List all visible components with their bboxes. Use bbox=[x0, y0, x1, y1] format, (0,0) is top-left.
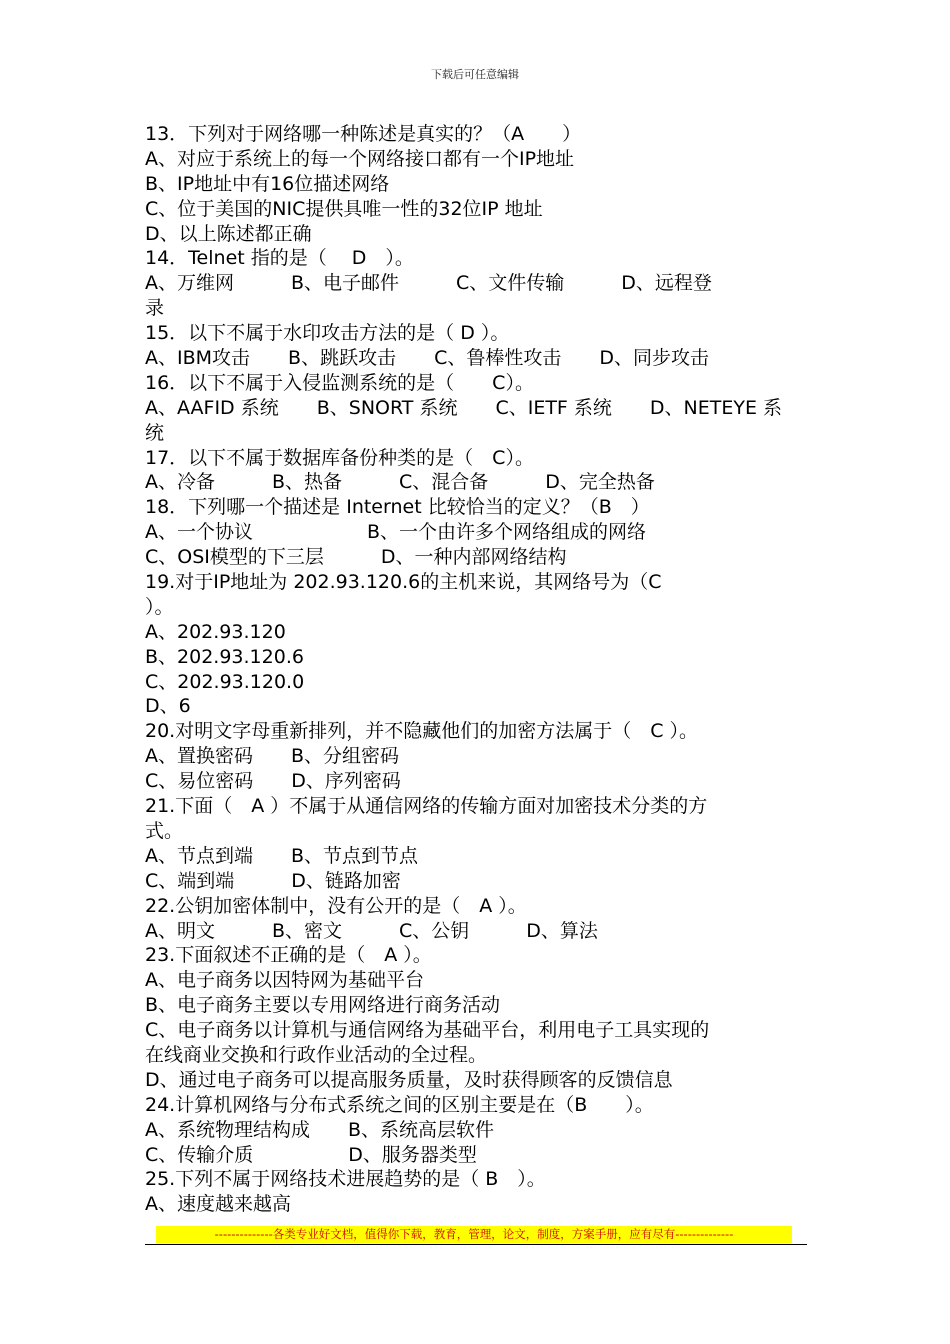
text-line: C、端到端 D、链路加密 bbox=[145, 869, 401, 892]
text-line: 在线商业交换和行政作业活动的全过程。 bbox=[145, 1043, 488, 1066]
text-line: D、6 bbox=[145, 695, 191, 718]
text-line: B、电子商务主要以专用网络进行商务活动 bbox=[145, 994, 501, 1017]
text-line: 14．Telnet 指的是（ D ）。 bbox=[145, 247, 414, 270]
text-line: B、202.93.120.6 bbox=[145, 645, 304, 668]
text-line: 23.下面叙述不正确的是（ A ）。 bbox=[145, 944, 432, 967]
text-line: 录 bbox=[145, 297, 165, 320]
text-line: A、冷备 B、热备 C、混合备 D、完全热备 bbox=[145, 471, 655, 494]
footer-banner: --------------各类专业好文档，值得你下载，教育，管理，论文，制度，方案手册，应有尽有-------------- bbox=[156, 1226, 792, 1243]
text-line: A、节点到端 B、节点到节点 bbox=[145, 844, 419, 867]
text-line: 22.公钥加密体制中，没有公开的是（ A ）。 bbox=[145, 894, 527, 917]
text-line: A、202.93.120 bbox=[145, 620, 286, 643]
text-line: 25.下列不属于网络技术进展趋势的是（ B ）。 bbox=[145, 1168, 546, 1191]
text-line: C、易位密码 D、序列密码 bbox=[145, 770, 401, 793]
text-line: C、位于美国的NIC提供具唯一性的32位IP 地址 bbox=[145, 197, 543, 220]
text-line: B、IP地址中有16位描述网络 bbox=[145, 172, 390, 195]
text-line: A、一个协议 B、一个由许多个网络组成的网络 bbox=[145, 521, 647, 544]
text-line: 21.下面（ A ）不属于从通信网络的传输方面对加密技术分类的方 bbox=[145, 795, 708, 818]
text-line: 17．以下不属于数据库备份种类的是（ C）。 bbox=[145, 446, 534, 469]
text-line: A、AAFID 系统 B、SNORT 系统 C、IETF 系统 D、NETEYE 系 bbox=[145, 396, 783, 419]
footer-rule bbox=[145, 1244, 807, 1245]
text-line: A、置换密码 B、分组密码 bbox=[145, 745, 400, 768]
text-line: C、202.93.120.0 bbox=[145, 670, 305, 693]
text-line: C、OSI模型的下三层 D、一种内部网络结构 bbox=[145, 546, 567, 569]
text-line: C、电子商务以计算机与通信网络为基础平台，利用电子工具实现的 bbox=[145, 1019, 710, 1042]
text-line: 13．下列对于网络哪一种陈述是真实的？（A ） bbox=[145, 123, 582, 145]
text-line: 20.对明文字母重新排列，并不隐藏他们的加密方法属于（ C ）。 bbox=[145, 720, 699, 743]
text-line: ）。 bbox=[145, 595, 174, 618]
text-line: 19.对于IP地址为 202.93.120.6的主机来说，其网络号为（C bbox=[145, 571, 662, 594]
text-line: A、万维网 B、电子邮件 C、文件传输 D、远程登 bbox=[145, 272, 712, 295]
text-line: 16．以下不属于入侵监测系统的是（ C）。 bbox=[145, 371, 534, 394]
text-line: 统 bbox=[145, 421, 165, 444]
text-line: D、以上陈述都正确 bbox=[145, 222, 312, 245]
text-line: A、对应于系统上的每一个网络接口都有一个IP地址 bbox=[145, 147, 575, 170]
text-line: D、通过电子商务可以提高服务质量，及时获得顾客的反馈信息 bbox=[145, 1068, 673, 1091]
document-body bbox=[145, 122, 809, 1217]
text-line: A、IBM攻击 B、跳跃攻击 C、鲁棒性攻击 D、同步攻击 bbox=[145, 347, 709, 370]
text-line: 式。 bbox=[145, 819, 184, 842]
text-line: 18．下列哪一个描述是 Internet 比较恰当的定义？（B ） bbox=[145, 496, 650, 519]
text-line: 15．以下不属于水印攻击方法的是（ D ）。 bbox=[145, 322, 510, 345]
text-line: C、传输介质 D、服务器类型 bbox=[145, 1143, 477, 1166]
text-line: A、电子商务以因特网为基础平台 bbox=[145, 969, 424, 992]
text-line: A、系统物理结构成 B、系统高层软件 bbox=[145, 1118, 495, 1141]
text-line: A、速度越来越高 bbox=[145, 1193, 291, 1216]
text-line: A、明文 B、密文 C、公钥 D、算法 bbox=[145, 919, 598, 942]
page-header: 下载后可任意编辑 bbox=[431, 68, 519, 81]
text-line: 24.计算机网络与分布式系统之间的区别主要是在（B ）。 bbox=[145, 1093, 654, 1116]
